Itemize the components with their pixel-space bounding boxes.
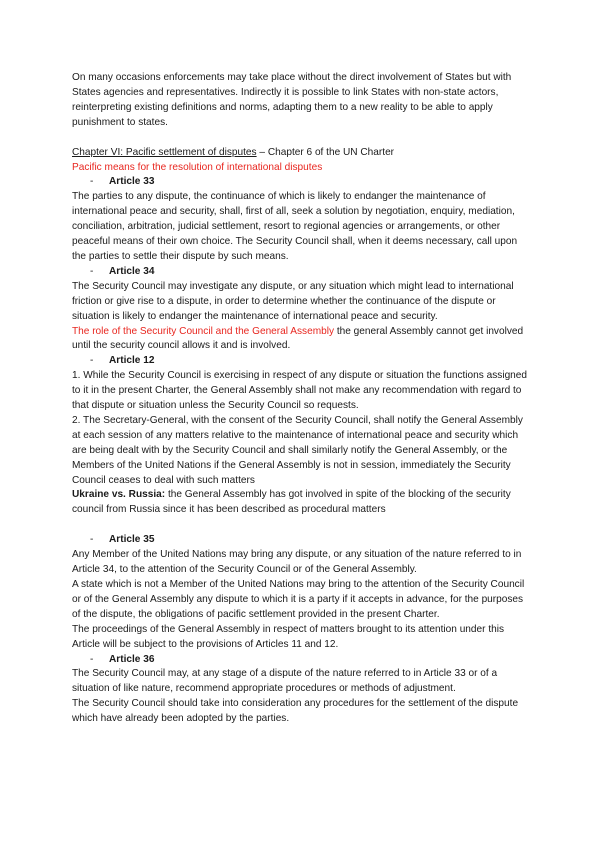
spacer bbox=[72, 131, 532, 146]
spacer bbox=[72, 518, 532, 533]
article-36-paragraph-1: The Security Council may, at any stage of a dispute of the nature referred to in Article 33 or of a situation of like nature, recommend appropriate procedures or methods of adjustment. bbox=[72, 668, 498, 695]
document-page bbox=[72, 71, 532, 727]
chapter-subtitle: Pacific means for the resolution of international disputes bbox=[72, 161, 323, 173]
bullet-dash: - bbox=[90, 355, 94, 367]
article-12-paragraph-2: 2. The Secretary-General, with the consent of the Security Council, shall notify the General Assembly at each session of any matters relative to the maintenance of international peace and security which are being dealt with by the Security Council and shall similarly notify the General Assembly, or the Members of the United Nations if the General Assembly is not in session, immediately the Security Council ceases to deal with such matters bbox=[72, 414, 523, 486]
role-paragraph bbox=[72, 325, 532, 355]
chapter-heading bbox=[72, 146, 532, 161]
article-35-paragraph-3: The proceedings of the General Assembly in respect of matters brought to its attention under this Article will be subject to the provisions of Articles 11 and 12. bbox=[72, 623, 505, 650]
article-36-paragraph-2: The Security Council should take into consideration any procedures for the settlement of the dispute which have already been adopted by the parties. bbox=[72, 698, 519, 725]
article-35-paragraph-1: Any Member of the United Nations may bring any dispute, or any situation of the nature referred to in Article 34, to the attention of the Security Council or of the General Assembly. bbox=[72, 549, 522, 576]
article-35-heading: - Article 35 bbox=[72, 533, 532, 548]
role-heading: The role of the Security Council and the General Assembly bbox=[72, 325, 335, 337]
bullet-dash: - bbox=[90, 265, 94, 277]
article-34-heading: - Article 34 bbox=[72, 265, 532, 280]
article-12-heading: - Article 12 bbox=[72, 354, 532, 369]
role-text: the general Assembly cannot get involved until the security council allows it and is involved. bbox=[72, 325, 524, 352]
ukraine-text: the General Assembly has got involved in spite of the blocking of the security council from Russia since it has been described as procedural matters bbox=[72, 489, 511, 516]
ukraine-label: Ukraine vs. Russia: bbox=[72, 489, 166, 501]
article-36-heading: - Article 36 bbox=[72, 653, 532, 668]
chapter-link[interactable]: Chapter VI: Pacific settlement of disputes bbox=[72, 146, 257, 158]
ukraine-paragraph bbox=[72, 488, 532, 518]
bullet-dash: - bbox=[90, 176, 94, 188]
article-33-heading: - Article 33 bbox=[72, 175, 532, 190]
intro-paragraph: On many occasions enforcements may take place without the direct involvement of States but with States agencies and representatives. Indirectly it is possible to link States with non-state actors, reinterpreting existing definitions and norms, adapting them to a new reality to be able to apply punishment to states. bbox=[72, 72, 512, 128]
article-35-paragraph-2: A state which is not a Member of the United Nations may bring to the attention of the Security Council or of the General Assembly any dispute to which it is a party if it accepts in advance, for the purposes of the dispute, the obligations of pacific settlement provided in the present Charter. bbox=[72, 579, 525, 620]
article-34-text: The Security Council may investigate any dispute, or any situation which might lead to international friction or give rise to a dispute, in order to determine whether the continuance of the dispute or situation is likely to endanger the maintenance of international peace and security. bbox=[72, 280, 514, 322]
bullet-dash: - bbox=[90, 534, 94, 546]
bullet-dash: - bbox=[90, 653, 94, 665]
chapter-suffix: – Chapter 6 of the UN Charter bbox=[256, 146, 395, 158]
article-33-text: The parties to any dispute, the continuance of which is likely to endanger the maintenance of international peace and security, shall, first of all, seek a solution by negotiation, enquiry, mediation, conciliation, arbitration, judicial settlement, resort to regional agencies or arrangements, or other peaceful means of their own choice. The Security Council shall, when it deems necessary, call upon the parties to settle their dispute by such means. bbox=[72, 191, 518, 262]
article-12-paragraph-1: 1. While the Security Council is exercising in respect of any dispute or situation the functions assigned to it in the present Charter, the General Assembly shall not make any recommendation with regard to that dispute or situation unless the Security Council so requests. bbox=[72, 370, 528, 412]
